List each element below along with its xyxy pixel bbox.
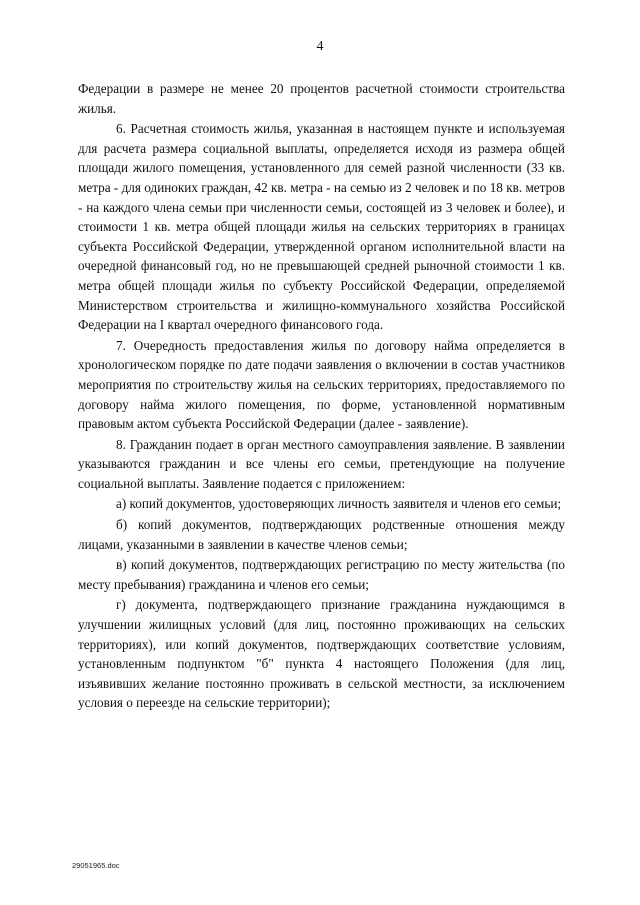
- subitem-b: б) копий документов, подтверждающих родственные отношения между лицами, указанными в заявлении в качестве членов семьи;: [78, 517, 565, 552]
- footer-file-code: 29051965.doc: [72, 861, 120, 870]
- subitem-a: а) копий документов, удостоверяющих личность заявителя и членов его семьи;: [116, 496, 562, 512]
- paragraph-item-7: 7. Очередность предоставления жилья по договору найма определяется в хронологическом порядке по дате подачи заявления о включении в состав участников мероприятия по строительству жилья на сельских территориях, предоставляемого по договору найма жилого помещения, по форме, установленной нормативным правовым актом субъекта Российской Федерации (далее - заявление).: [78, 337, 565, 432]
- paragraph-continuation: Федерации в размере не менее 20 процентов расчетной стоимости строительства жилья.: [78, 81, 565, 116]
- document-body: [78, 79, 565, 713]
- paragraph-item-8: 8. Гражданин подает в орган местного самоуправления заявление. В заявлении указываются гражданин и все члены его семьи, претендующие на получение социальной выплаты. Заявление подается с приложением:: [78, 436, 565, 491]
- subitem-v: в) копий документов, подтверждающих регистрацию по месту жительства (по месту пребывания) гражданина и членов его семьи;: [78, 557, 565, 592]
- paragraph-item-6: 6. Расчетная стоимость жилья, указанная в настоящем пункте и используемая для расчета размера социальной выплаты, определяется исходя из размера общей площади жилого помещения, установленного для семей разной численности (33 кв. метра - для одиноких граждан, 42 кв. метра - на семью из 2 человек и по 18 кв. метров - на каждого члена семьи при численности семьи, состоящей из 3 человек и более), и стоимости 1 кв. метра общей площади жилья на сельских территориях в границах субъекта Российской Федерации, утвержденной органом исполнительной власти на очередной финансовый год, но не превышающей средней рыночной стоимости 1 кв. метра общей площади жилья по субъекту Российской Федерации, определяемой Министерством строительства и жилищно-коммунального хозяйства Российской Федерации на I квартал очередного финансового года.: [78, 121, 565, 333]
- page-number: 4: [316, 39, 324, 54]
- subitem-g: г) документа, подтверждающего признание гражданина нуждающимся в улучшении жилищных условий (для лиц, постоянно проживающих на сельских территориях), или копий документов, подтверждающих соответствие условиям, установленным подпунктом "б" пункта 4 настоящего Положения (для лиц, изъявивших желание постоянно проживать в сельской местности, за исключением условия о переезде на сельские территории);: [78, 597, 565, 711]
